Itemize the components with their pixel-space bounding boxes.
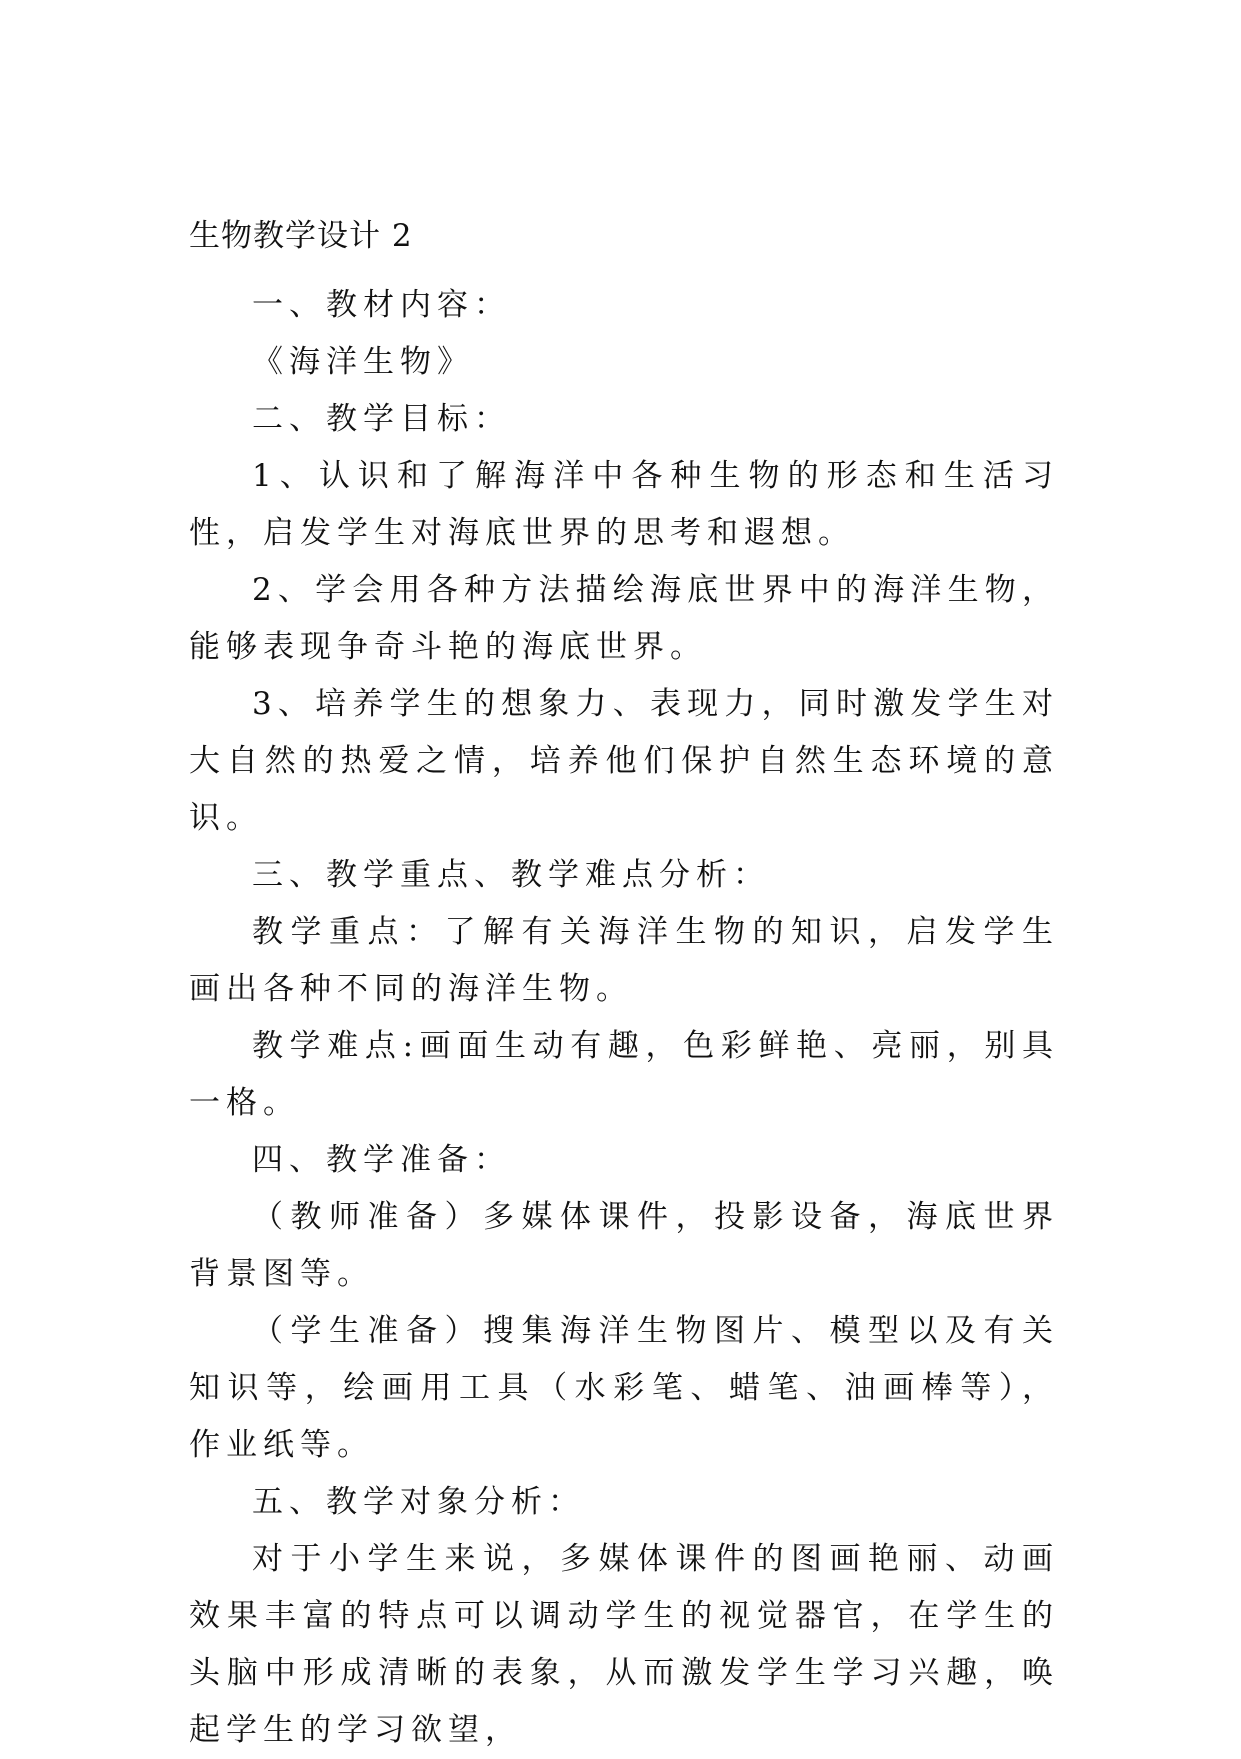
document-body [189, 218, 1059, 1759]
objective-2: 2、学会用各种方法描绘海底世界中的海洋生物，能够表现争奇斗艳的海底世界。 [189, 572, 1059, 665]
audience-analysis: 对于小学生来说，多媒体课件的图画艳丽、动画效果丰富的特点可以调动学生的视觉器官，在学生的头脑中形成清晰的表象，从而激发学生学习兴趣，唤起学生的学习欲望， [189, 1541, 1059, 1748]
section-heading-preparation: 四、教学准备： [252, 1142, 511, 1178]
student-preparation: （学生准备）搜集海洋生物图片、模型以及有关知识等，绘画用工具（水彩笔、蜡笔、油画棒等），作业纸等。 [189, 1313, 1059, 1463]
section-heading-objectives: 二、教学目标： [252, 401, 511, 437]
key-point: 教学重点：了解有关海洋生物的知识，启发学生画出各种不同的海洋生物。 [189, 914, 1059, 1007]
teacher-preparation: （教师准备）多媒体课件，投影设备，海底世界背景图等。 [189, 1199, 1059, 1292]
document-title: 生物教学设计 2 [189, 218, 413, 254]
section-heading-key-points: 三、教学重点、教学难点分析： [252, 857, 770, 893]
section-heading-materials: 一、教材内容： [252, 287, 511, 323]
objective-1: 1、认识和了解海洋中各种生物的形态和生活习性，启发学生对海底世界的思考和遐想。 [189, 458, 1059, 551]
objective-3: 3、培养学生的想象力、表现力，同时激发学生对大自然的热爱之情，培养他们保护自然生态环境的意识。 [189, 686, 1059, 836]
difficult-point: 教学难点:画面生动有趣，色彩鲜艳、亮丽，别具一格。 [189, 1028, 1059, 1121]
material-title: 《海洋生物》 [252, 344, 474, 380]
section-heading-audience: 五、教学对象分析： [252, 1484, 585, 1520]
